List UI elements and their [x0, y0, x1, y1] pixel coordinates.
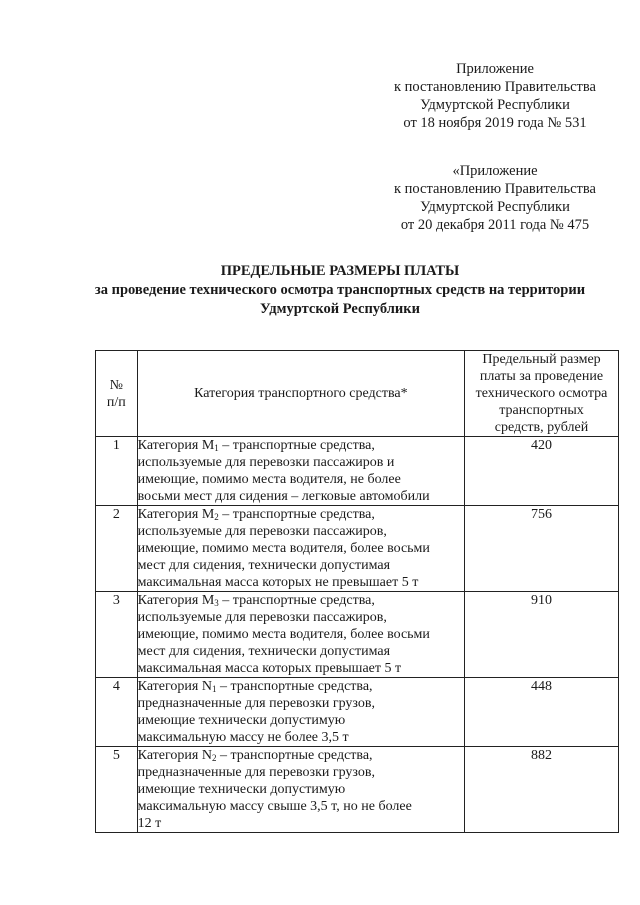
appendix-current-header	[380, 60, 610, 132]
row-category-line: имеющие, помимо места водителя, не более	[137, 472, 401, 487]
category-subscript: 1	[211, 684, 217, 694]
header-fee	[465, 351, 619, 437]
title-line-2: за проведение технического осмотра транспортных средств на территории	[94, 282, 586, 298]
row-category	[137, 678, 464, 747]
title-line-1: ПРЕДЕЛЬНЫЕ РАЗМЕРЫ ПЛАТЫ	[220, 263, 460, 279]
row-category-line: 12 т	[137, 816, 162, 831]
row-category-line: имеющие технически допустимую	[137, 713, 346, 728]
header-number-sign: №	[109, 377, 124, 393]
row-fee: 420	[465, 437, 619, 506]
row-category-line: мест для сидения, технически допустимая	[137, 644, 391, 659]
category-subscript: 2	[211, 753, 217, 763]
header-category: Категория транспортного средства*	[137, 351, 464, 437]
header-fee-line-2: платы за проведение	[479, 369, 604, 384]
appendix-current-line-3: Удмуртской Республики	[420, 97, 570, 113]
table-row	[96, 437, 619, 506]
category-subscript: 1	[214, 443, 219, 453]
category-first-rest: – транспортные средства,	[218, 438, 375, 453]
row-category-line: используемые для перевозки пассажиров,	[137, 524, 387, 539]
row-category	[137, 592, 464, 678]
category-first-rest: – транспортные средства,	[216, 679, 373, 694]
category-prefix: Категория M	[137, 438, 215, 453]
header-fee-line-5: средств, рублей	[494, 420, 589, 435]
row-category-line: используемые для перевозки пассажиров и	[137, 455, 395, 470]
header-fee-line-4: транспортных	[499, 403, 584, 418]
row-number: 4	[96, 678, 138, 747]
row-category-first-line	[138, 747, 464, 764]
row-category-line: имеющие технически допустимую	[137, 782, 346, 797]
row-category-line: используемые для перевозки пассажиров,	[137, 610, 387, 625]
category-prefix: Категория M	[137, 593, 215, 608]
appendix-original-line-1: «Приложение	[452, 163, 538, 179]
header-fee-line-1: Предельный размер	[482, 352, 601, 367]
appendix-current-line-2: к постановлению Правительства	[394, 79, 596, 95]
appendix-original-line-4: от 20 декабря 2011 года № 475	[400, 217, 590, 233]
row-category-first-line	[138, 437, 464, 454]
row-category	[137, 437, 464, 506]
document-title	[60, 262, 620, 319]
row-category-first-line	[138, 592, 464, 609]
table-row	[96, 747, 619, 833]
fee-table-header-row	[96, 351, 619, 437]
row-category-line: максимальная масса которых не превышает 5 т	[137, 575, 419, 590]
row-category-line: предназначенные для перевозки грузов,	[137, 696, 375, 711]
row-category	[137, 506, 464, 592]
appendix-original-line-2: к постановлению Правительства	[394, 181, 596, 197]
category-prefix: Категория M	[137, 507, 215, 522]
appendix-original-line-3: Удмуртской Республики	[420, 199, 570, 215]
row-category	[137, 747, 464, 833]
fee-table	[95, 350, 619, 833]
category-prefix: Категория N	[137, 679, 212, 694]
category-prefix: Категория N	[137, 748, 212, 763]
appendix-current-line-4: от 18 ноября 2019 года № 531	[403, 115, 587, 131]
row-fee: 756	[465, 506, 619, 592]
category-subscript: 3	[214, 598, 219, 608]
appendix-original-header	[380, 162, 610, 234]
table-row	[96, 506, 619, 592]
row-category-line: максимальная масса которых превышает 5 т	[137, 661, 402, 676]
row-category-line: предназначенные для перевозки грузов,	[137, 765, 375, 780]
appendix-current-line-1: Приложение	[456, 61, 534, 77]
row-number: 5	[96, 747, 138, 833]
row-category-line: мест для сидения, технически допустимая	[137, 558, 391, 573]
category-first-rest: – транспортные средства,	[218, 593, 375, 608]
row-category-line: имеющие, помимо места водителя, более восьми	[137, 541, 430, 556]
title-line-3: Удмуртской Республики	[260, 301, 420, 317]
row-fee: 448	[465, 678, 619, 747]
category-first-rest: – транспортные средства,	[216, 748, 373, 763]
header-number	[96, 351, 138, 437]
header-number-abbr: п/п	[106, 394, 126, 410]
row-category-line: максимальную массу свыше 3,5 т, но не более	[137, 799, 412, 814]
row-category-first-line	[138, 506, 464, 523]
category-first-rest: – транспортные средства,	[218, 507, 375, 522]
row-number: 1	[96, 437, 138, 506]
row-category-line: имеющие, помимо места водителя, более восьми	[137, 627, 430, 642]
row-category-first-line	[138, 678, 464, 695]
table-row	[96, 678, 619, 747]
row-fee: 910	[465, 592, 619, 678]
row-category-line: максимальную массу не более 3,5 т	[137, 730, 349, 745]
table-row	[96, 592, 619, 678]
row-category-line: восьми мест для сидения – легковые автомобили	[137, 489, 430, 504]
row-number: 3	[96, 592, 138, 678]
row-number: 2	[96, 506, 138, 592]
row-fee: 882	[465, 747, 619, 833]
header-fee-line-3: технического осмотра	[475, 386, 608, 401]
category-subscript: 2	[214, 512, 219, 522]
